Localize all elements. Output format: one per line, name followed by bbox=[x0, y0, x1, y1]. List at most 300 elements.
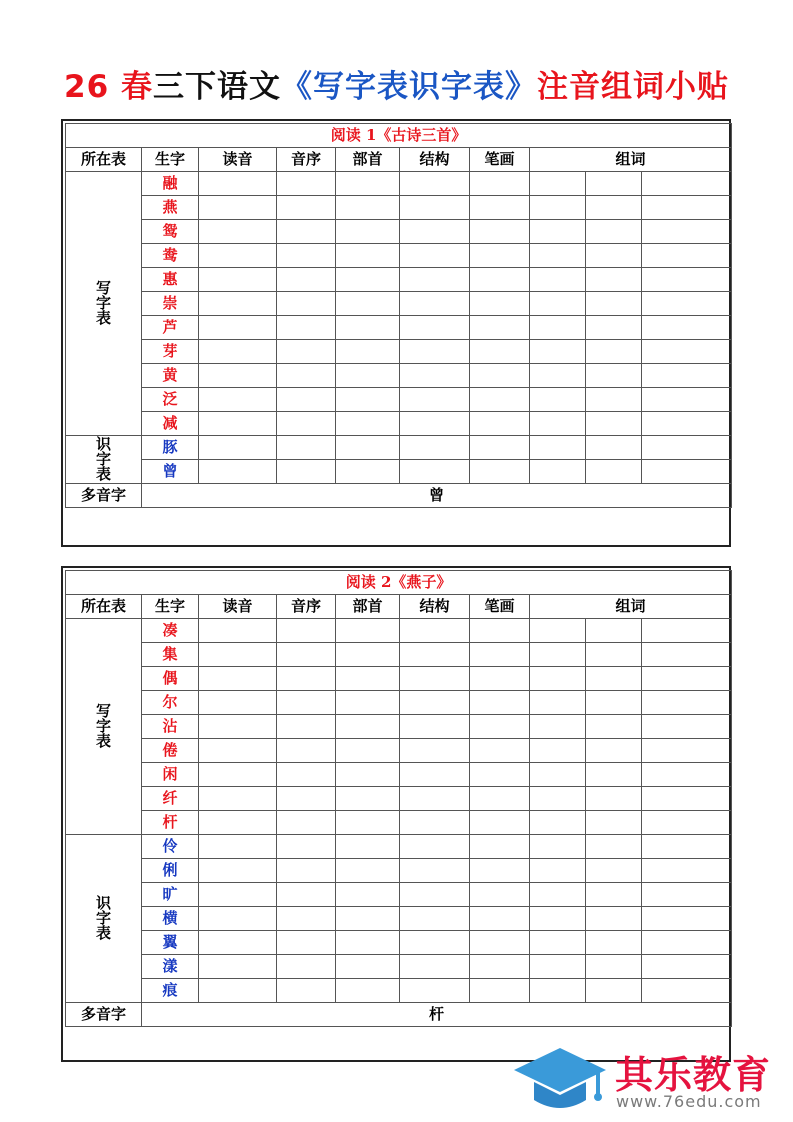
answer-cell[interactable] bbox=[400, 244, 470, 268]
answer-cell[interactable] bbox=[277, 292, 336, 316]
table-row bbox=[66, 859, 732, 883]
answer-cell[interactable] bbox=[470, 907, 530, 931]
answer-cell[interactable] bbox=[400, 460, 470, 484]
answer-cell[interactable] bbox=[586, 460, 642, 484]
answer-cell[interactable] bbox=[586, 172, 642, 196]
answer-cell[interactable] bbox=[199, 643, 277, 667]
answer-cell[interactable] bbox=[199, 763, 277, 787]
answer-cell[interactable] bbox=[199, 931, 277, 955]
answer-cell[interactable] bbox=[586, 364, 642, 388]
recog-char: 翼 bbox=[142, 931, 199, 955]
polyphone-value[interactable]: 杆 bbox=[142, 1003, 732, 1027]
answer-cell[interactable] bbox=[642, 436, 732, 460]
recog-char: 漾 bbox=[142, 955, 199, 979]
answer-cell[interactable] bbox=[642, 811, 732, 835]
answer-cell[interactable] bbox=[277, 340, 336, 364]
write-char: 泛 bbox=[142, 388, 199, 412]
answer-cell[interactable] bbox=[400, 220, 470, 244]
answer-cell[interactable] bbox=[470, 691, 530, 715]
answer-cell[interactable] bbox=[400, 619, 470, 643]
header-char: 生字 bbox=[142, 595, 199, 619]
answer-cell[interactable] bbox=[400, 667, 470, 691]
table-row bbox=[66, 244, 732, 268]
answer-cell[interactable] bbox=[530, 691, 586, 715]
answer-cell[interactable] bbox=[470, 883, 530, 907]
answer-cell[interactable] bbox=[642, 763, 732, 787]
answer-cell[interactable] bbox=[336, 436, 400, 460]
header-radical: 部首 bbox=[336, 595, 400, 619]
answer-cell[interactable] bbox=[277, 316, 336, 340]
write-char: 凑 bbox=[142, 619, 199, 643]
table-row bbox=[66, 436, 732, 460]
answer-cell[interactable] bbox=[277, 196, 336, 220]
answer-cell[interactable] bbox=[470, 787, 530, 811]
answer-cell[interactable] bbox=[336, 691, 400, 715]
answer-cell[interactable] bbox=[277, 763, 336, 787]
answer-cell[interactable] bbox=[530, 196, 586, 220]
table-row bbox=[66, 931, 732, 955]
polyphone-value[interactable]: 曾 bbox=[142, 484, 732, 508]
table-row bbox=[66, 268, 732, 292]
answer-cell[interactable] bbox=[277, 460, 336, 484]
answer-cell[interactable] bbox=[277, 667, 336, 691]
answer-cell[interactable] bbox=[470, 859, 530, 883]
answer-cell[interactable] bbox=[277, 436, 336, 460]
answer-cell[interactable] bbox=[199, 460, 277, 484]
answer-cell[interactable] bbox=[470, 835, 530, 859]
polyphone-label: 多音字 bbox=[66, 1003, 142, 1027]
answer-cell[interactable] bbox=[336, 340, 400, 364]
write-char: 纤 bbox=[142, 787, 199, 811]
header-order: 音序 bbox=[277, 148, 336, 172]
answer-cell[interactable] bbox=[586, 643, 642, 667]
answer-cell[interactable] bbox=[642, 388, 732, 412]
logo-name: 其乐教育 bbox=[615, 1053, 772, 1097]
answer-cell[interactable] bbox=[530, 907, 586, 931]
write-char: 融 bbox=[142, 172, 199, 196]
answer-cell[interactable] bbox=[336, 739, 400, 763]
answer-cell[interactable] bbox=[336, 244, 400, 268]
answer-cell[interactable] bbox=[642, 292, 732, 316]
answer-cell[interactable] bbox=[400, 412, 470, 436]
answer-cell[interactable] bbox=[199, 739, 277, 763]
answer-cell[interactable] bbox=[336, 316, 400, 340]
answer-cell[interactable] bbox=[586, 715, 642, 739]
answer-cell[interactable] bbox=[530, 460, 586, 484]
answer-cell[interactable] bbox=[642, 739, 732, 763]
answer-cell[interactable] bbox=[530, 763, 586, 787]
answer-cell[interactable] bbox=[530, 787, 586, 811]
answer-cell[interactable] bbox=[336, 412, 400, 436]
answer-cell[interactable] bbox=[642, 907, 732, 931]
answer-cell[interactable] bbox=[470, 667, 530, 691]
answer-cell[interactable] bbox=[586, 763, 642, 787]
answer-cell[interactable] bbox=[530, 643, 586, 667]
answer-cell[interactable] bbox=[199, 316, 277, 340]
answer-cell[interactable] bbox=[642, 412, 732, 436]
answer-cell[interactable] bbox=[336, 787, 400, 811]
write-table-label: 写 字 表 bbox=[66, 172, 142, 436]
answer-cell[interactable] bbox=[199, 811, 277, 835]
answer-cell[interactable] bbox=[277, 931, 336, 955]
answer-cell[interactable] bbox=[586, 196, 642, 220]
answer-cell[interactable] bbox=[470, 220, 530, 244]
answer-cell[interactable] bbox=[470, 388, 530, 412]
answer-cell[interactable] bbox=[336, 859, 400, 883]
answer-cell[interactable] bbox=[642, 244, 732, 268]
answer-cell[interactable] bbox=[470, 643, 530, 667]
worksheet-lesson-2 bbox=[61, 566, 731, 1062]
write-char: 鸳 bbox=[142, 220, 199, 244]
answer-cell[interactable] bbox=[277, 619, 336, 643]
answer-cell[interactable] bbox=[199, 388, 277, 412]
table-row bbox=[66, 811, 732, 835]
answer-cell[interactable] bbox=[586, 955, 642, 979]
header-reading: 读音 bbox=[199, 595, 277, 619]
answer-cell[interactable] bbox=[586, 859, 642, 883]
answer-cell[interactable] bbox=[530, 619, 586, 643]
answer-cell[interactable] bbox=[400, 907, 470, 931]
answer-cell[interactable] bbox=[400, 340, 470, 364]
answer-cell[interactable] bbox=[277, 955, 336, 979]
answer-cell[interactable] bbox=[336, 835, 400, 859]
answer-cell[interactable] bbox=[470, 340, 530, 364]
answer-cell[interactable] bbox=[642, 691, 732, 715]
answer-cell[interactable] bbox=[336, 220, 400, 244]
answer-cell[interactable] bbox=[642, 364, 732, 388]
header-structure: 结构 bbox=[400, 148, 470, 172]
answer-cell[interactable] bbox=[277, 859, 336, 883]
answer-cell[interactable] bbox=[400, 292, 470, 316]
title-part-2: 三下语文 bbox=[152, 69, 281, 105]
answer-cell[interactable] bbox=[642, 955, 732, 979]
answer-cell[interactable] bbox=[199, 220, 277, 244]
answer-cell[interactable] bbox=[642, 340, 732, 364]
answer-cell[interactable] bbox=[400, 811, 470, 835]
answer-cell[interactable] bbox=[199, 244, 277, 268]
answer-cell[interactable] bbox=[277, 835, 336, 859]
write-char: 集 bbox=[142, 643, 199, 667]
answer-cell[interactable] bbox=[400, 715, 470, 739]
answer-cell[interactable] bbox=[470, 619, 530, 643]
answer-cell[interactable] bbox=[199, 292, 277, 316]
answer-cell[interactable] bbox=[530, 172, 586, 196]
answer-cell[interactable] bbox=[199, 907, 277, 931]
write-char: 鸯 bbox=[142, 244, 199, 268]
answer-cell[interactable] bbox=[530, 811, 586, 835]
recog-char: 横 bbox=[142, 907, 199, 931]
answer-cell[interactable] bbox=[530, 979, 586, 1003]
recog-char: 曾 bbox=[142, 460, 199, 484]
answer-cell[interactable] bbox=[199, 787, 277, 811]
answer-cell[interactable] bbox=[400, 268, 470, 292]
answer-cell[interactable] bbox=[277, 811, 336, 835]
answer-cell[interactable] bbox=[586, 292, 642, 316]
write-char: 偶 bbox=[142, 667, 199, 691]
answer-cell[interactable] bbox=[199, 691, 277, 715]
write-table-label: 写 字 表 bbox=[66, 619, 142, 835]
answer-cell[interactable] bbox=[586, 316, 642, 340]
answer-cell[interactable] bbox=[277, 883, 336, 907]
write-char: 惠 bbox=[142, 268, 199, 292]
answer-cell[interactable] bbox=[530, 220, 586, 244]
answer-cell[interactable] bbox=[336, 715, 400, 739]
answer-cell[interactable] bbox=[530, 436, 586, 460]
page-title bbox=[0, 64, 793, 110]
answer-cell[interactable] bbox=[530, 667, 586, 691]
answer-cell[interactable] bbox=[199, 955, 277, 979]
answer-cell[interactable] bbox=[336, 979, 400, 1003]
answer-cell[interactable] bbox=[199, 883, 277, 907]
answer-cell[interactable] bbox=[586, 931, 642, 955]
header-strokes: 笔画 bbox=[470, 148, 530, 172]
table-row bbox=[66, 907, 732, 931]
header-words: 组词 bbox=[530, 595, 732, 619]
answer-cell[interactable] bbox=[277, 739, 336, 763]
write-char: 燕 bbox=[142, 196, 199, 220]
answer-cell[interactable] bbox=[336, 811, 400, 835]
answer-cell[interactable] bbox=[400, 643, 470, 667]
answer-cell[interactable] bbox=[470, 715, 530, 739]
answer-cell[interactable] bbox=[586, 244, 642, 268]
answer-cell[interactable] bbox=[642, 619, 732, 643]
answer-cell[interactable] bbox=[199, 715, 277, 739]
answer-cell[interactable] bbox=[530, 340, 586, 364]
answer-cell[interactable] bbox=[642, 196, 732, 220]
answer-cell[interactable] bbox=[199, 619, 277, 643]
answer-cell[interactable] bbox=[642, 316, 732, 340]
table-lesson-2 bbox=[65, 570, 732, 1027]
write-char: 崇 bbox=[142, 292, 199, 316]
answer-cell[interactable] bbox=[642, 220, 732, 244]
answer-cell[interactable] bbox=[400, 739, 470, 763]
answer-cell[interactable] bbox=[336, 172, 400, 196]
header-order: 音序 bbox=[277, 595, 336, 619]
answer-cell[interactable] bbox=[642, 667, 732, 691]
answer-cell[interactable] bbox=[199, 436, 277, 460]
answer-cell[interactable] bbox=[277, 364, 336, 388]
answer-cell[interactable] bbox=[470, 436, 530, 460]
answer-cell[interactable] bbox=[400, 364, 470, 388]
answer-cell[interactable] bbox=[400, 955, 470, 979]
answer-cell[interactable] bbox=[336, 292, 400, 316]
answer-cell[interactable] bbox=[336, 268, 400, 292]
brand-logo bbox=[510, 1040, 793, 1120]
answer-cell[interactable] bbox=[642, 931, 732, 955]
polyphone-label: 多音字 bbox=[66, 484, 142, 508]
answer-cell[interactable] bbox=[530, 859, 586, 883]
answer-cell[interactable] bbox=[530, 955, 586, 979]
answer-cell[interactable] bbox=[277, 907, 336, 931]
answer-cell[interactable] bbox=[336, 955, 400, 979]
answer-cell[interactable] bbox=[400, 436, 470, 460]
answer-cell[interactable] bbox=[336, 907, 400, 931]
answer-cell[interactable] bbox=[400, 172, 470, 196]
answer-cell[interactable] bbox=[586, 787, 642, 811]
answer-cell[interactable] bbox=[470, 316, 530, 340]
answer-cell[interactable] bbox=[530, 739, 586, 763]
answer-cell[interactable] bbox=[277, 244, 336, 268]
answer-cell[interactable] bbox=[470, 412, 530, 436]
answer-cell[interactable] bbox=[586, 220, 642, 244]
answer-cell[interactable] bbox=[470, 244, 530, 268]
answer-cell[interactable] bbox=[586, 835, 642, 859]
table-row bbox=[66, 955, 732, 979]
answer-cell[interactable] bbox=[470, 268, 530, 292]
answer-cell[interactable] bbox=[642, 859, 732, 883]
answer-cell[interactable] bbox=[530, 292, 586, 316]
answer-cell[interactable] bbox=[199, 412, 277, 436]
table-row bbox=[66, 460, 732, 484]
answer-cell[interactable] bbox=[642, 643, 732, 667]
answer-cell[interactable] bbox=[336, 388, 400, 412]
write-char: 闲 bbox=[142, 763, 199, 787]
answer-cell[interactable] bbox=[470, 955, 530, 979]
table-row bbox=[66, 691, 732, 715]
table-row bbox=[66, 196, 732, 220]
answer-cell[interactable] bbox=[336, 460, 400, 484]
answer-cell[interactable] bbox=[586, 739, 642, 763]
answer-cell[interactable] bbox=[199, 835, 277, 859]
answer-cell[interactable] bbox=[642, 715, 732, 739]
answer-cell[interactable] bbox=[642, 883, 732, 907]
title-part-4: 注音组词小贴 bbox=[536, 69, 729, 105]
answer-cell[interactable] bbox=[199, 340, 277, 364]
answer-cell[interactable] bbox=[642, 172, 732, 196]
table-row bbox=[66, 340, 732, 364]
answer-cell[interactable] bbox=[530, 388, 586, 412]
answer-cell[interactable] bbox=[470, 979, 530, 1003]
answer-cell[interactable] bbox=[277, 787, 336, 811]
answer-cell[interactable] bbox=[530, 835, 586, 859]
answer-cell[interactable] bbox=[277, 643, 336, 667]
answer-cell[interactable] bbox=[530, 412, 586, 436]
header-structure: 结构 bbox=[400, 595, 470, 619]
answer-cell[interactable] bbox=[586, 436, 642, 460]
table-row bbox=[66, 316, 732, 340]
table-row bbox=[66, 364, 732, 388]
header-radical: 部首 bbox=[336, 148, 400, 172]
answer-cell[interactable] bbox=[470, 172, 530, 196]
answer-cell[interactable] bbox=[586, 268, 642, 292]
recog-char: 俐 bbox=[142, 859, 199, 883]
answer-cell[interactable] bbox=[530, 268, 586, 292]
answer-cell[interactable] bbox=[336, 643, 400, 667]
answer-cell[interactable] bbox=[277, 715, 336, 739]
answer-cell[interactable] bbox=[530, 715, 586, 739]
answer-cell[interactable] bbox=[199, 196, 277, 220]
answer-cell[interactable] bbox=[470, 739, 530, 763]
answer-cell[interactable] bbox=[642, 268, 732, 292]
header-location: 所在表 bbox=[66, 148, 142, 172]
header-reading: 读音 bbox=[199, 148, 277, 172]
answer-cell[interactable] bbox=[642, 460, 732, 484]
answer-cell[interactable] bbox=[400, 931, 470, 955]
answer-cell[interactable] bbox=[586, 907, 642, 931]
answer-cell[interactable] bbox=[400, 691, 470, 715]
answer-cell[interactable] bbox=[277, 691, 336, 715]
answer-cell[interactable] bbox=[530, 931, 586, 955]
answer-cell[interactable] bbox=[336, 931, 400, 955]
table-row bbox=[66, 715, 732, 739]
answer-cell[interactable] bbox=[470, 364, 530, 388]
answer-cell[interactable] bbox=[199, 979, 277, 1003]
write-char: 黄 bbox=[142, 364, 199, 388]
recog-char: 伶 bbox=[142, 835, 199, 859]
answer-cell[interactable] bbox=[642, 787, 732, 811]
answer-cell[interactable] bbox=[470, 811, 530, 835]
answer-cell[interactable] bbox=[470, 196, 530, 220]
header-strokes: 笔画 bbox=[470, 595, 530, 619]
answer-cell[interactable] bbox=[586, 388, 642, 412]
write-char: 杆 bbox=[142, 811, 199, 835]
header-words: 组词 bbox=[530, 148, 732, 172]
answer-cell[interactable] bbox=[586, 340, 642, 364]
answer-cell[interactable] bbox=[277, 268, 336, 292]
answer-cell[interactable] bbox=[530, 364, 586, 388]
recog-table-label: 识 字 表 bbox=[66, 835, 142, 1003]
answer-cell[interactable] bbox=[586, 883, 642, 907]
answer-cell[interactable] bbox=[400, 859, 470, 883]
answer-cell[interactable] bbox=[277, 388, 336, 412]
answer-cell[interactable] bbox=[400, 787, 470, 811]
title-part-1: 26 春 bbox=[64, 69, 153, 105]
recog-table-label: 识 字 表 bbox=[66, 436, 142, 484]
answer-cell[interactable] bbox=[336, 667, 400, 691]
answer-cell[interactable] bbox=[277, 979, 336, 1003]
answer-cell[interactable] bbox=[400, 196, 470, 220]
answer-cell[interactable] bbox=[400, 316, 470, 340]
answer-cell[interactable] bbox=[470, 763, 530, 787]
answer-cell[interactable] bbox=[586, 979, 642, 1003]
answer-cell[interactable] bbox=[199, 859, 277, 883]
answer-cell[interactable] bbox=[530, 883, 586, 907]
answer-cell[interactable] bbox=[470, 931, 530, 955]
answer-cell[interactable] bbox=[400, 388, 470, 412]
answer-cell[interactable] bbox=[199, 172, 277, 196]
answer-cell[interactable] bbox=[586, 667, 642, 691]
answer-cell[interactable] bbox=[530, 316, 586, 340]
answer-cell[interactable] bbox=[470, 292, 530, 316]
answer-cell[interactable] bbox=[642, 979, 732, 1003]
answer-cell[interactable] bbox=[199, 364, 277, 388]
answer-cell[interactable] bbox=[336, 763, 400, 787]
answer-cell[interactable] bbox=[336, 364, 400, 388]
answer-cell[interactable] bbox=[586, 619, 642, 643]
table-row bbox=[66, 292, 732, 316]
answer-cell[interactable] bbox=[400, 763, 470, 787]
answer-cell[interactable] bbox=[336, 883, 400, 907]
table-row bbox=[66, 619, 732, 643]
answer-cell[interactable] bbox=[199, 667, 277, 691]
answer-cell[interactable] bbox=[400, 835, 470, 859]
answer-cell[interactable] bbox=[530, 244, 586, 268]
answer-cell[interactable] bbox=[400, 979, 470, 1003]
answer-cell[interactable] bbox=[336, 196, 400, 220]
answer-cell[interactable] bbox=[277, 220, 336, 244]
answer-cell[interactable] bbox=[586, 412, 642, 436]
answer-cell[interactable] bbox=[336, 619, 400, 643]
answer-cell[interactable] bbox=[400, 883, 470, 907]
answer-cell[interactable] bbox=[277, 412, 336, 436]
answer-cell[interactable] bbox=[642, 835, 732, 859]
answer-cell[interactable] bbox=[199, 268, 277, 292]
answer-cell[interactable] bbox=[586, 691, 642, 715]
answer-cell[interactable] bbox=[470, 460, 530, 484]
answer-cell[interactable] bbox=[586, 811, 642, 835]
section-title: 阅读 2《燕子》 bbox=[66, 571, 732, 595]
answer-cell[interactable] bbox=[277, 172, 336, 196]
